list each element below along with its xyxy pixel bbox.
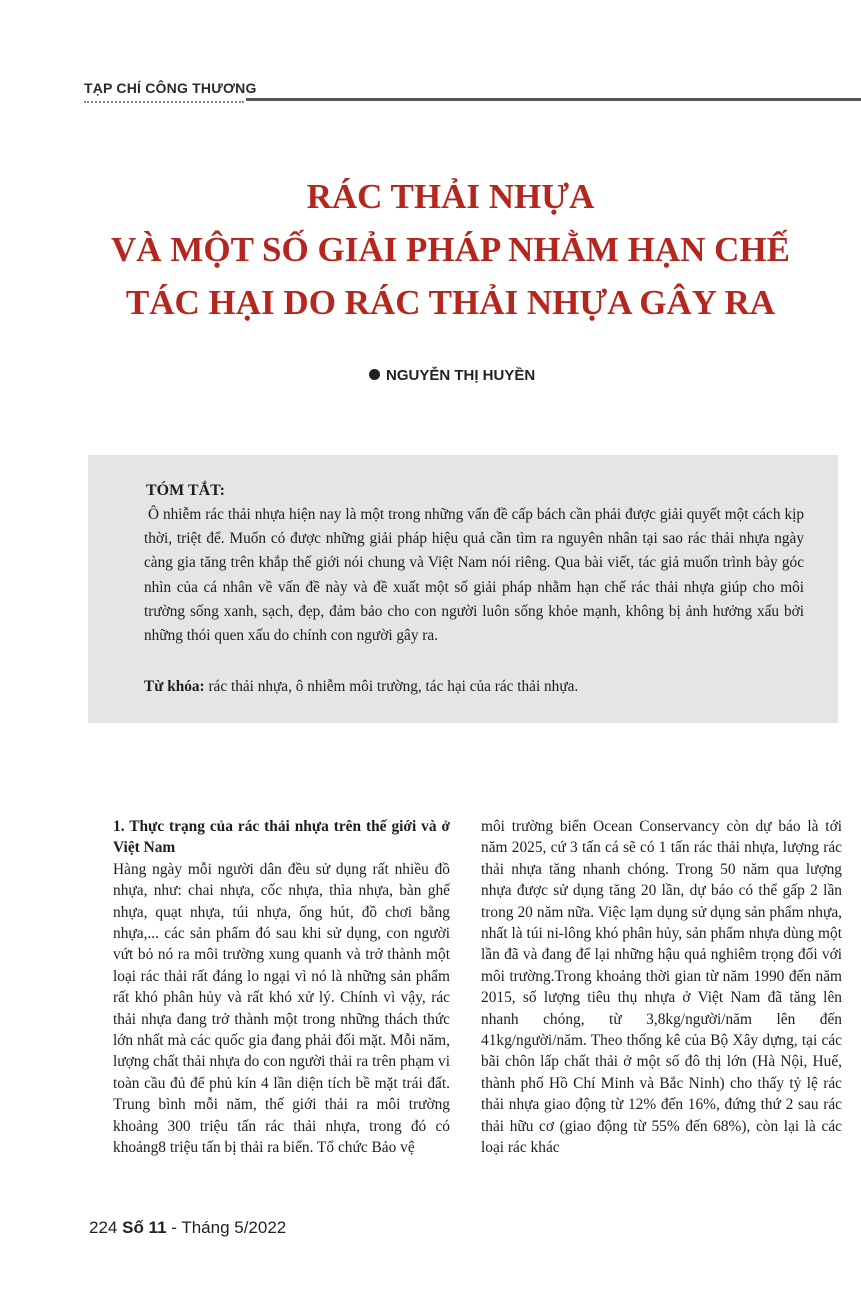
keywords-label: Từ khóa: [144, 678, 205, 695]
header-rule [246, 98, 861, 101]
title-line-1: RÁC THẢI NHỰA [306, 177, 595, 216]
body-paragraph-right: môi trường biển Ocean Conservancy còn dự báo là tới năm 2025, cứ 3 tấn cá sẽ có 1 tấn rác thải nhựa, lượng rác thải nhựa tăng nhanh chóng. Trong 50 năm qua lượng nhựa được sử dụng tăng 20 lần, dự báo có thể gấp 2 lần trong 20 năm nữa. Việc lạm dụng sử dụng sản phẩm nhựa, nhất là túi ni-lông khó phân hủy, sản phẩm nhựa dùng một lần đã và đang để lại những hậu quả nghiêm trọng đối với môi trường.Trong khoảng thời gian từ năm 1990 đến năm 2015, số lượng tiêu thụ nhựa ở Việt Nam đã tăng lên nhanh chóng, từ 3,8kg/người/năm lên đến 41kg/người/năm. Theo thống kê của Bộ Xây dựng, tại các bãi chôn lấp chất thải ở một số đô thị lớn (Hà Nội, Huế, thành phố Hồ Chí Minh và Bắc Ninh) cho thấy tỷ lệ rác thải nhựa giao động từ 12% đến 16%, đứng thứ 2 sau rác thải hữu cơ (giao động từ 55% đến 68%), còn lại là các loại rác khác [481, 818, 842, 1157]
bullet-icon [369, 369, 380, 380]
keywords [144, 675, 804, 699]
abstract-heading: TÓM TẮT: [146, 482, 225, 499]
body-column-left [113, 816, 450, 1159]
title-line-2: VÀ MỘT SỐ GIẢI PHÁP NHẰM HẠN CHẾ [111, 230, 790, 269]
header-rule-dotted [84, 101, 244, 103]
author-name: NGUYỄN THỊ HUYỀN [386, 367, 536, 384]
author-line [369, 367, 535, 384]
article-title [60, 170, 841, 329]
keywords-text: rác thải nhựa, ô nhiễm môi trường, tác hại của rác thải nhựa. [204, 678, 579, 695]
journal-header: TẠP CHÍ CÔNG THƯƠNG [84, 80, 257, 96]
body-column-right [481, 816, 842, 1159]
issue-date: - Tháng 5/2022 [166, 1218, 287, 1237]
issue-number: Số 11 [122, 1218, 167, 1237]
body-paragraph-left: Hàng ngày mỗi người dân đều sử dụng rất nhiều đồ nhựa, như: chai nhựa, cốc nhựa, thìa nhựa, bàn ghế nhựa, quạt nhựa, túi nhựa, ống hút, đồ chơi bằng nhựa,... các sản phẩm đó sau khi sử dụng, con người vứt bỏ nó ra môi trường xung quanh và trở thành một loại rác thải rất đáng lo ngại vì nó là những sản phẩm rất khó phân hủy và rất khó xử lý. Chính vì vậy, rác thải nhựa đang trở thành một trong những thách thức lớn nhất mà các quốc gia đang phải đối mặt. Mỗi năm, lượng chất thải nhựa do con người thải ra trên phạm vi toàn cầu đủ để phủ kín 4 lần diện tích bề mặt trái đất. Trung bình mỗi năm, thế giới thải ra môi trường khoảng 300 triệu tấn rác thải nhựa, trong đó có khoảng8 triệu tấn bị thải ra biển. Tổ chức Bảo vệ [113, 860, 450, 1157]
section-heading: 1. Thực trạng của rác thải nhựa trên thế giới và ở Việt Nam [113, 818, 450, 857]
abstract-text: Ô nhiễm rác thải nhựa hiện nay là một trong những vấn đề cấp bách cần phải được giải quyết một cách kịp thời, triệt để. Muốn có được những giải pháp hiệu quả cần tìm ra nguyên nhân tại sao rác thải nhựa ngày càng gia tăng trên khắp thế giới nói chung và Việt Nam nói riêng. Qua bài viết, tác giả muốn trình bày góc nhìn của cá nhân về vấn đề này và đề xuất một số giải pháp nhằm hạn chế rác thải nhựa giúp cho môi trường sống xanh, sạch, đẹp, đảm bảo cho con người luôn sống khỏe mạnh, không bị ảnh hưởng xấu bởi những thói quen xấu do chính con người gây ra. [144, 506, 804, 645]
page-number: 224 [89, 1218, 118, 1237]
title-line-3: TÁC HẠI DO RÁC THẢI NHỰA GÂY RA [125, 283, 776, 322]
page-footer [89, 1218, 286, 1238]
